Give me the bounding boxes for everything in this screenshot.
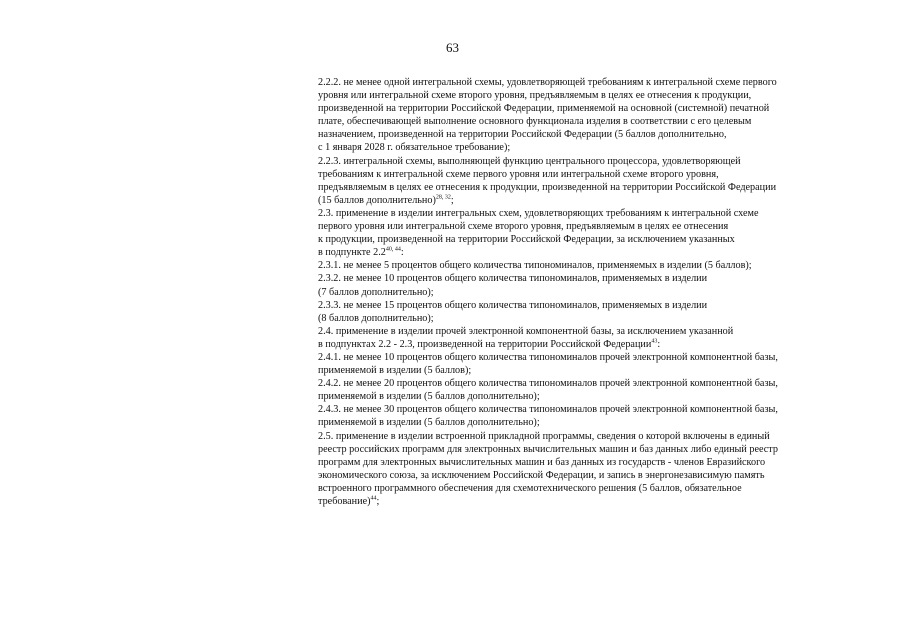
- paragraph: [318, 351, 863, 377]
- text-line: [318, 76, 863, 89]
- line-text: 2.2.2. не менее одной интегральной схемы, удовлетворяющей требованиям к интегральной схеме первого: [318, 77, 777, 88]
- line-text: требование): [318, 496, 371, 507]
- text-line: [318, 272, 863, 285]
- line-text: применяемой в изделии (5 баллов);: [318, 365, 472, 377]
- line-text: реестр российских программ для электронных вычислительных машин и баз данных либо единый реестр: [318, 443, 778, 455]
- text-line: [318, 443, 863, 456]
- line-text: в подпункте 2.2: [318, 247, 386, 259]
- paragraph: [318, 325, 863, 351]
- line-text: уровня или интегральной схеме второго уровня, предъявляемым в целях ее отнесения к продукции,: [318, 90, 752, 102]
- text-line: [318, 128, 863, 141]
- line-text: 2.3.1. не менее 5 процентов общего количества типономиналов, применяемых в изделии (5 баллов);: [318, 260, 752, 272]
- line-text: к продукции, произведенной на территории Российской Федерации, за исключением указанных: [318, 234, 735, 246]
- text-line: [318, 390, 863, 403]
- text-line: [318, 430, 863, 443]
- text-line: [318, 102, 863, 115]
- line-text: назначением, произведенной на территории Российской Федерации (5 баллов дополнительно,: [318, 129, 727, 141]
- text-line: [318, 181, 863, 194]
- line-text: 2.4.2. не менее 20 процентов общего количества типономиналов прочей электронной компонентной базы,: [318, 378, 778, 390]
- line-text: предъявляемым в целях ее отнесения к продукции, произведенной на территории Российской Федерации: [318, 181, 777, 193]
- line-text: встроенного программного обеспечения для схемотехнического решения (5 баллов, обязательное: [318, 482, 742, 494]
- line-punctuation: ;: [450, 194, 454, 206]
- line-text: программ для электронных вычислительных машин и баз данных из государств - членов Евразийского: [318, 456, 766, 468]
- text-line: [318, 168, 863, 181]
- paragraph: [318, 207, 863, 259]
- footnote-reference: 44: [370, 495, 377, 502]
- text-line: [318, 89, 863, 102]
- line-text: (8 баллов дополнительно);: [318, 312, 434, 324]
- line-punctuation: :: [657, 338, 661, 350]
- footnote-reference: 40, 44: [385, 246, 401, 253]
- text-line: [318, 469, 863, 482]
- paragraph: [318, 430, 863, 509]
- line-text: плате, обеспечивающей выполнение основного функционала изделия в соответствии с его целевым: [318, 116, 752, 128]
- line-text: (15 баллов дополнительно): [318, 194, 436, 206]
- text-line: [318, 456, 863, 469]
- line-text: 2.4.3. не менее 30 процентов общего количества типономиналов прочей электронной компонентной базы,: [318, 404, 778, 416]
- text-line: [318, 299, 863, 312]
- paragraph: [318, 272, 863, 298]
- text-line: [318, 377, 863, 390]
- paragraph: [318, 259, 863, 272]
- paragraph: [318, 403, 863, 429]
- line-text: применяемой в изделии (5 баллов дополнительно);: [318, 391, 540, 403]
- text-line: [318, 141, 863, 154]
- line-text: 2.4.1. не менее 10 процентов общего количества типономиналов прочей электронной компонентной базы,: [318, 351, 778, 363]
- line-text: 2.3.2. не менее 10 процентов общего количества типономиналов, применяемых в изделии: [318, 273, 708, 285]
- text-line: [318, 351, 863, 364]
- text-line: [318, 115, 863, 128]
- text-line: [318, 312, 863, 325]
- line-text: в подпунктах 2.2 - 2.3, произведенной на территории Российской Федерации: [318, 338, 652, 350]
- text-line: [318, 155, 863, 168]
- text-line: [318, 286, 863, 299]
- line-text: 2.5. применение в изделии встроенной прикладной программы, сведения о которой включены в единый: [318, 430, 770, 442]
- text-line: [318, 246, 863, 259]
- paragraph: [318, 299, 863, 325]
- footnote-reference: 28, 32: [435, 194, 451, 201]
- text-line: [318, 364, 863, 377]
- line-text: 2.3.3. не менее 15 процентов общего количества типономиналов, применяемых в изделии: [318, 299, 708, 311]
- line-text: 2.2.3. интегральной схемы, выполняющей функцию центрального процессора, удовлетворяющей: [318, 155, 741, 167]
- line-punctuation: ;: [376, 496, 380, 507]
- paragraph: [318, 377, 863, 403]
- document-body: [318, 76, 863, 508]
- line-text: первого уровня или интегральной схеме второго уровня, предъявляемым в целях ее отнесения: [318, 221, 729, 233]
- line-text: 2.4. применение в изделии прочей электронной компонентной базы, за исключением указанной: [318, 325, 734, 337]
- line-text: требованиям к интегральной схеме первого уровня или интегральной схеме второго уровня,: [318, 168, 719, 180]
- line-text: (7 баллов дополнительно);: [318, 286, 434, 298]
- text-line: [318, 259, 863, 272]
- line-text: произведенной на территории Российской Федерации, применяемой на основной (системной) печатной: [318, 103, 770, 115]
- text-line: [318, 495, 863, 508]
- text-line: [318, 220, 863, 233]
- line-punctuation: :: [400, 247, 404, 259]
- text-line: [318, 482, 863, 495]
- text-line: [318, 403, 863, 416]
- line-text: 2.3. применение в изделии интегральных схем, удовлетворяющих требованиям к интегральной схеме: [318, 207, 759, 219]
- line-text: применяемой в изделии (5 баллов дополнительно);: [318, 417, 540, 429]
- text-line: [318, 194, 863, 207]
- text-line: [318, 325, 863, 338]
- footnote-reference: 43: [651, 338, 658, 345]
- page-number: 63: [446, 40, 459, 55]
- paragraph: [318, 76, 863, 155]
- line-text: с 1 января 2028 г. обязательное требование);: [318, 142, 511, 154]
- text-line: [318, 207, 863, 220]
- line-text: экономического союза, за исключением Российской Федерации, и запись в энергонезависимую память: [318, 469, 765, 481]
- text-line: [318, 338, 863, 351]
- paragraph: [318, 155, 863, 207]
- text-line: [318, 416, 863, 429]
- text-line: [318, 233, 863, 246]
